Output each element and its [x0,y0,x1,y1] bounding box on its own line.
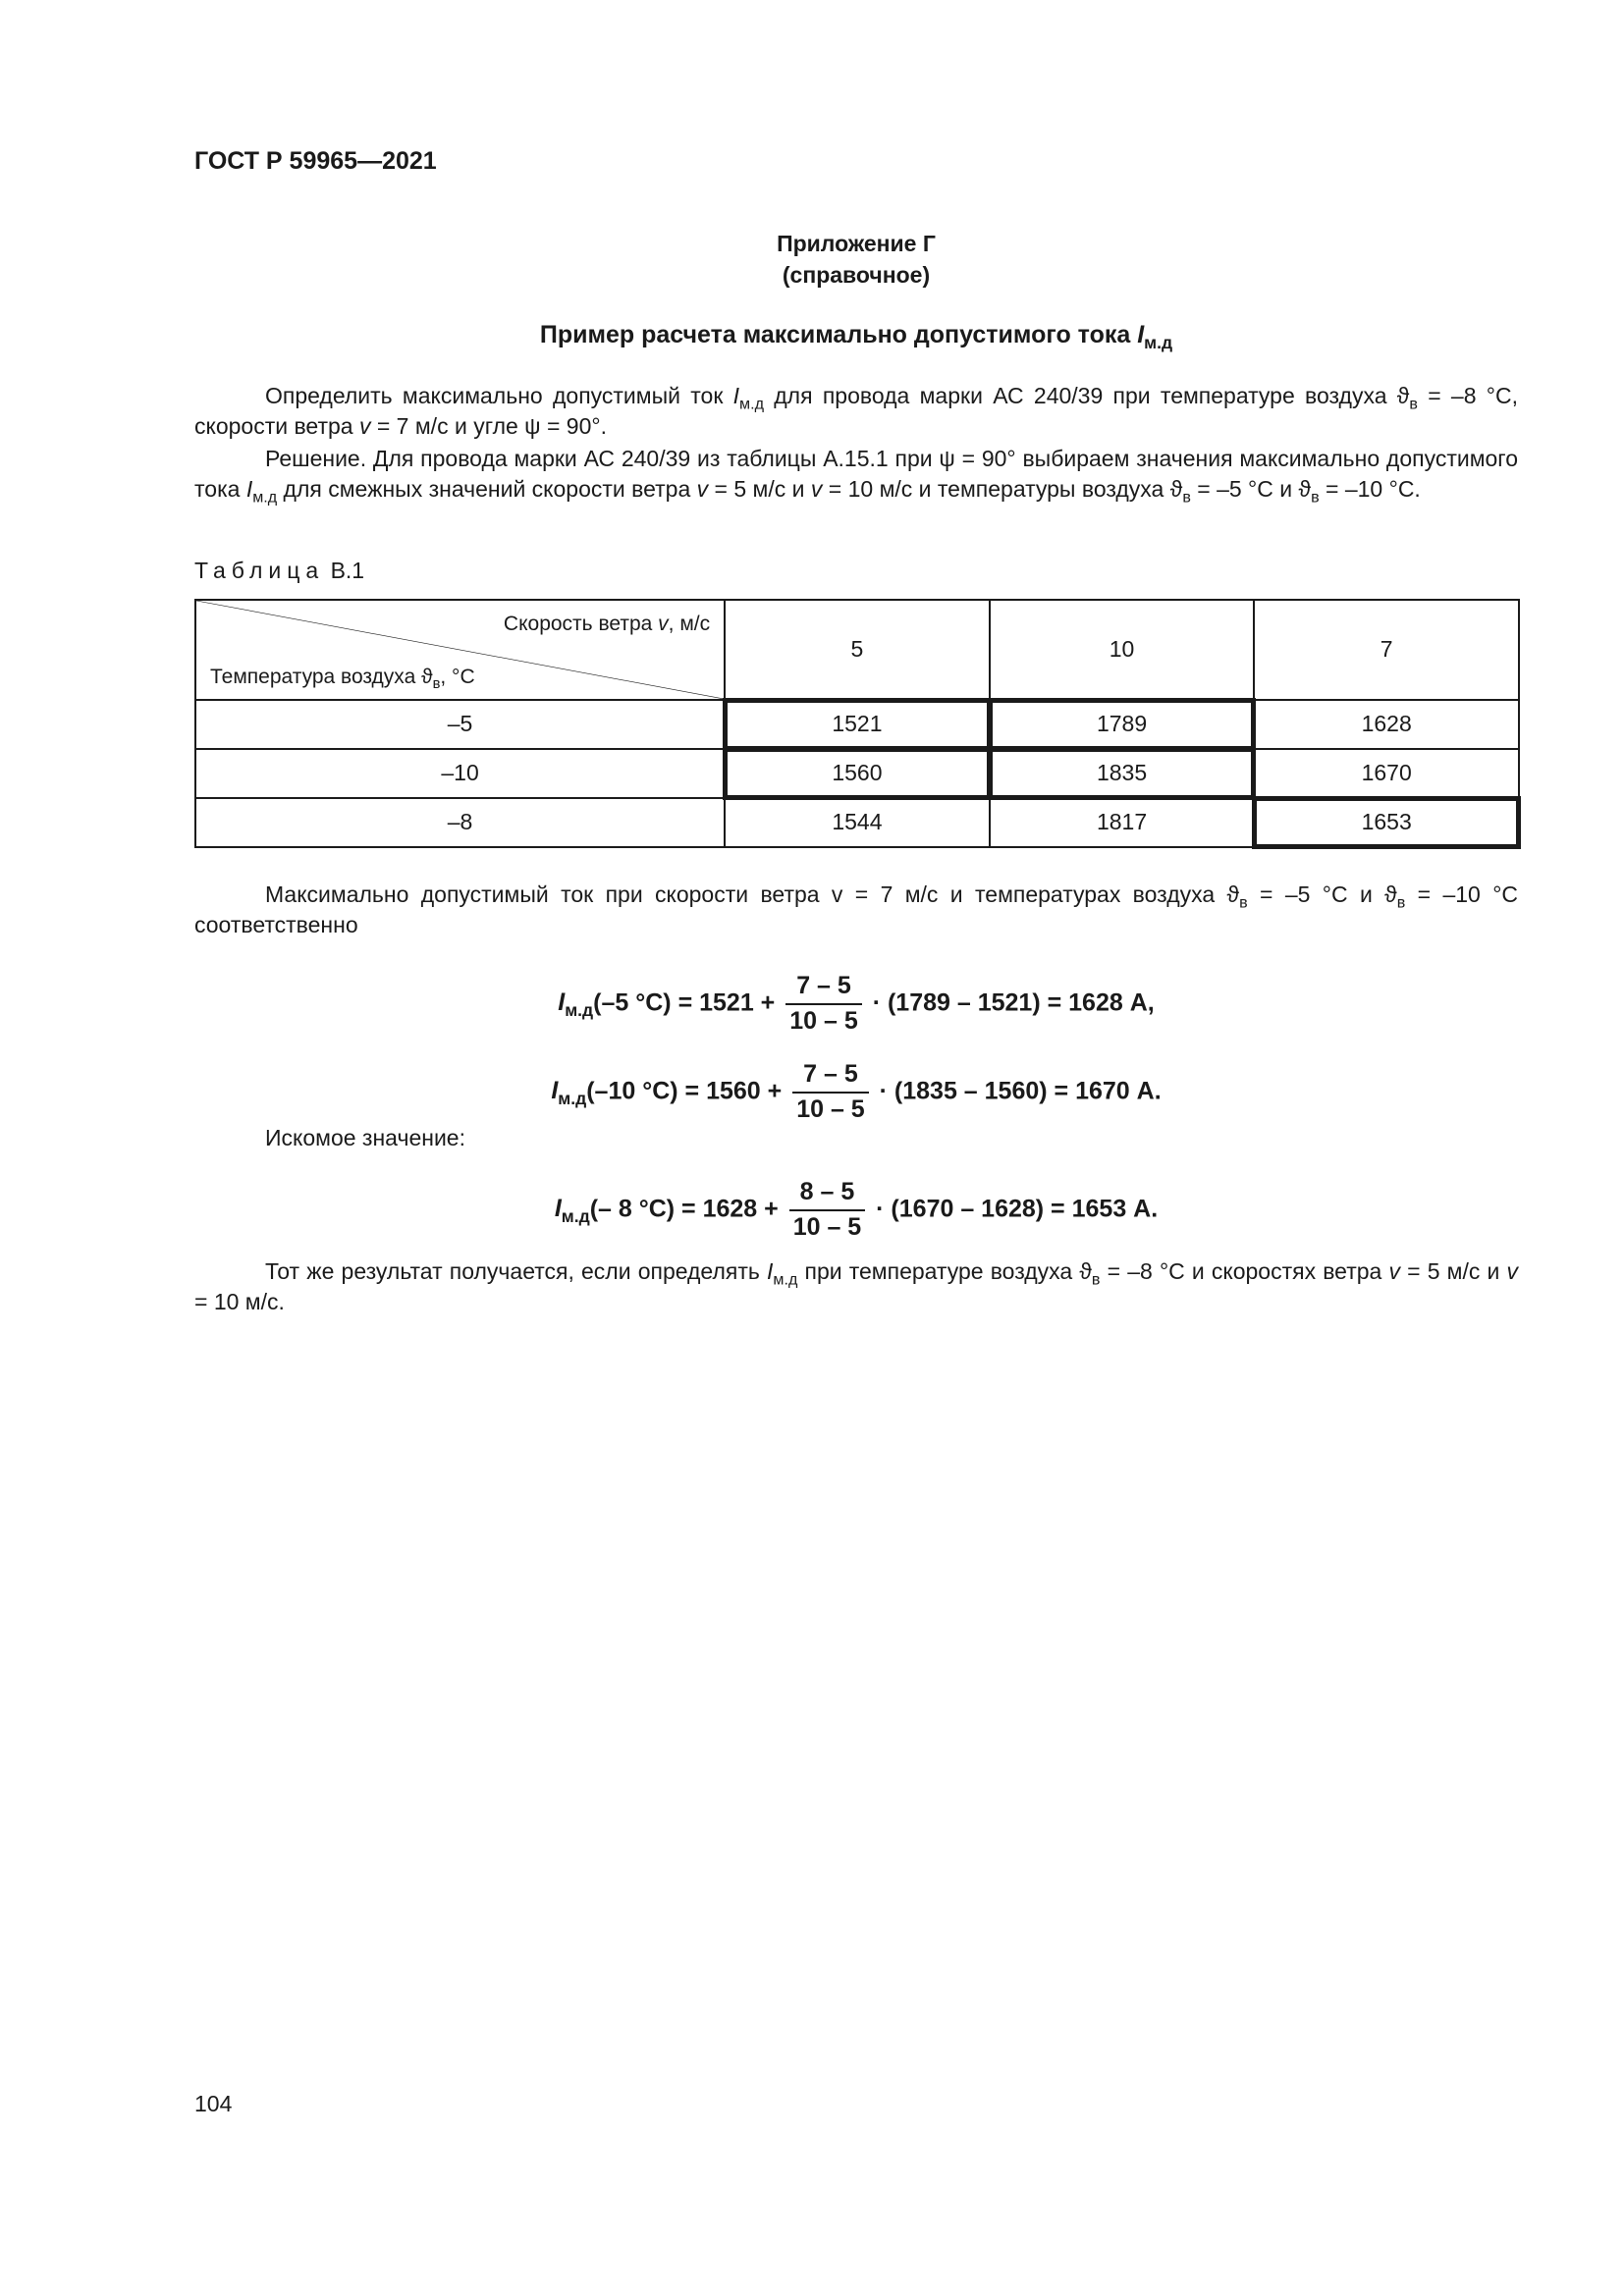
fraction: $\frac{7 - 5}{10 - 5}$ [785,970,862,1039]
fraction: $\frac{8 - 5}{10 - 5}$ [789,1176,866,1245]
table-diagonal-header [195,600,725,700]
document-header: ГОСТ Р 59965—2021 [194,147,437,175]
column-header: 7 [1254,600,1519,700]
paragraph-task: Определить максимально допустимый ток $I_{м.д}$ для провода марки АС 240/39 при температуре воздуха $ϑ_в = -8$ °С, скорости ветра v = 7 м/с и угле ψ = 90°. [194,383,1518,440]
table-caption-number: В.1 [330,558,365,583]
table-cell: 1521 [725,700,990,749]
appendix-title: Приложение Г [777,231,936,256]
table-row [195,700,1519,749]
paragraph-result-label: Искомое значение: [265,1125,465,1150]
header-air-temperature: Температура воздуха $ϑ_в$, °С [210,665,475,692]
table-cell: 1628 [1254,700,1519,749]
table-caption-label: Таблица [194,558,325,583]
table-caption [194,556,364,586]
formula-minus-8: $I_{м.д}(-$ 8 °С) = 1628 + $\frac{8 - 5}{10 - 5}$ · (1670 – 1628) = 1653 А. [194,1176,1518,1245]
formula-minus-10: $I_{м.д}(-10$ °С) = 1560 + $\frac{7 - 5}{10 - 5}$ · (1835 – 1560) = 1670 А. [194,1058,1518,1127]
section-title-text: Пример расчета максимально допустимого тока [539,321,1138,348]
column-header: 5 [725,600,990,700]
wind-temperature-table [194,599,1520,848]
header-wind-speed: Скорость ветра v, м/с [503,613,711,635]
table-cell: 1817 [990,798,1255,847]
column-header: 10 [990,600,1255,700]
page-number: 104 [194,2091,233,2116]
paragraph-conclusion: Тот же результат получается, если определять $I_{м.д}$ при температуре воздуха $ϑ_в = -8$ °С и скоростях ветра v = 5 м/с и v = 10 м/с. [194,1258,1518,1315]
appendix-subtitle: (справочное) [782,262,931,288]
section-title-symbol: I [1137,321,1145,348]
table-cell: 1560 [725,749,990,798]
table-cell: 1653 [1254,798,1519,847]
row-temperature: –5 [195,700,725,749]
table-header-row [195,600,1519,700]
paragraph-interpolation: Максимально допустимый ток при скорости ветра v = 7 м/с и температурах воздуха $ϑ_в = -5$ °С и $ϑ_в = -10$ °С соответственно [194,881,1519,938]
fraction: $\frac{7 - 5}{10 - 5}$ [792,1058,869,1127]
table-cell: 1544 [725,798,990,847]
table-cell: 1670 [1254,749,1519,798]
table-row [195,749,1519,798]
table-row [195,798,1519,847]
row-temperature: –8 [195,798,725,847]
row-temperature: –10 [195,749,725,798]
table-cell: 1835 [990,749,1255,798]
appendix-heading [194,228,1518,291]
table-cell: 1789 [990,700,1255,749]
section-title [194,319,1518,352]
section-title-sub: м.д [1144,333,1173,353]
formula-minus-5: $I_{м.д}(-5$ °С) = 1521 + $\frac{7 - 5}{10 - 5}$ · (1789 – 1521) = 1628 А, [194,970,1518,1039]
paragraph-solution: Решение. Для провода марки АС 240/39 из таблицы А.15.1 при ψ = 90° выбираем значения максимально допустимого тока $I_{м.д}$ для смежных значений скорости ветра v = 5 м/с и v = 10 м/с и температуры воздуха $ϑ_в = -5$ °С и $ϑ_в = -10$ °С. [194,446,1518,507]
